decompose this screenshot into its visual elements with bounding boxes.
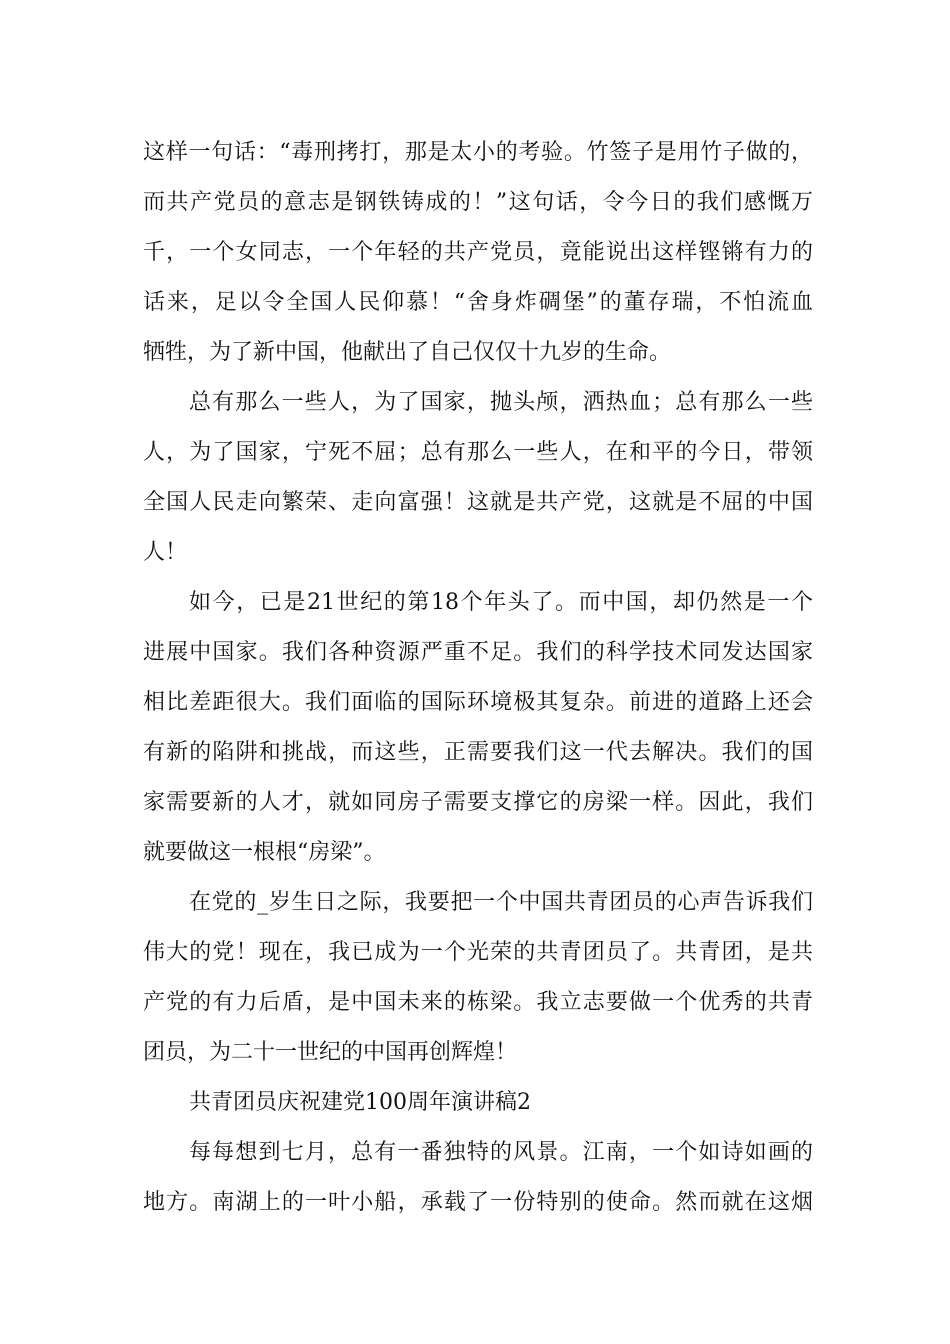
- text-line: 话来，足以令全国人民仰慕！“舍身炸碉堡”的董存瑞，不怕流血: [143, 290, 813, 315]
- text-line: 家需要新的人才，就如同房子需要支撑它的房梁一样。因此，我们: [143, 790, 813, 815]
- text-line: 伟大的党！现在，我已成为一个光荣的共青团员了。共青团，是共: [143, 940, 813, 965]
- text-line: 人！: [143, 540, 188, 565]
- section-heading: 共青团员庆祝建党100周年演讲稿2: [189, 1090, 531, 1115]
- text-line: 进展中国家。我们各种资源严重不足。我们的科学技术同发达国家: [143, 640, 813, 665]
- paragraph-first-line: 每每想到七月，总有一番独特的风景。江南，一个如诗如画的: [189, 1140, 813, 1165]
- text-line: 有新的陷阱和挑战，而这些，正需要我们这一代去解决。我们的国: [143, 740, 813, 765]
- text-line: 产党的有力后盾，是中国未来的栋梁。我立志要做一个优秀的共青: [143, 990, 813, 1015]
- text-line: 地方。南湖上的一叶小船，承载了一份特别的使命。然而就在这烟: [143, 1190, 813, 1215]
- document-body: [143, 128, 813, 1228]
- text-line: 千，一个女同志，一个年轻的共产党员，竟能说出这样铿锵有力的: [143, 240, 813, 265]
- paragraph-first-line: 如今，已是21世纪的第18个年头了。而中国，却仍然是一个: [189, 590, 813, 615]
- text-line: 人，为了国家，宁死不屈；总有那么一些人，在和平的今日，带领: [143, 440, 813, 465]
- text-line: 团员，为二十一世纪的中国再创辉煌！: [143, 1040, 518, 1065]
- text-line: 而共产党员的意志是钢铁铸成的！”这句话，令今日的我们感慨万: [143, 190, 813, 215]
- text-line: 全国人民走向繁荣、走向富强！这就是共产党，这就是不屈的中国: [143, 490, 813, 515]
- text-line: 这样一句话：“毒刑拷打，那是太小的考验。竹签子是用竹子做的，: [143, 140, 813, 165]
- text-line: 牺牲，为了新中国，他献出了自己仅仅十九岁的生命。: [143, 340, 672, 365]
- text-line: 相比差距很大。我们面临的国际环境极其复杂。前进的道路上还会: [143, 690, 813, 715]
- paragraph-first-line: 在党的_岁生日之际，我要把一个中国共青团员的心声告诉我们: [189, 890, 813, 915]
- text-line: 就要做这一根根“房梁”。: [143, 840, 386, 865]
- paragraph-first-line: 总有那么一些人，为了国家，抛头颅，洒热血；总有那么一些: [189, 390, 813, 415]
